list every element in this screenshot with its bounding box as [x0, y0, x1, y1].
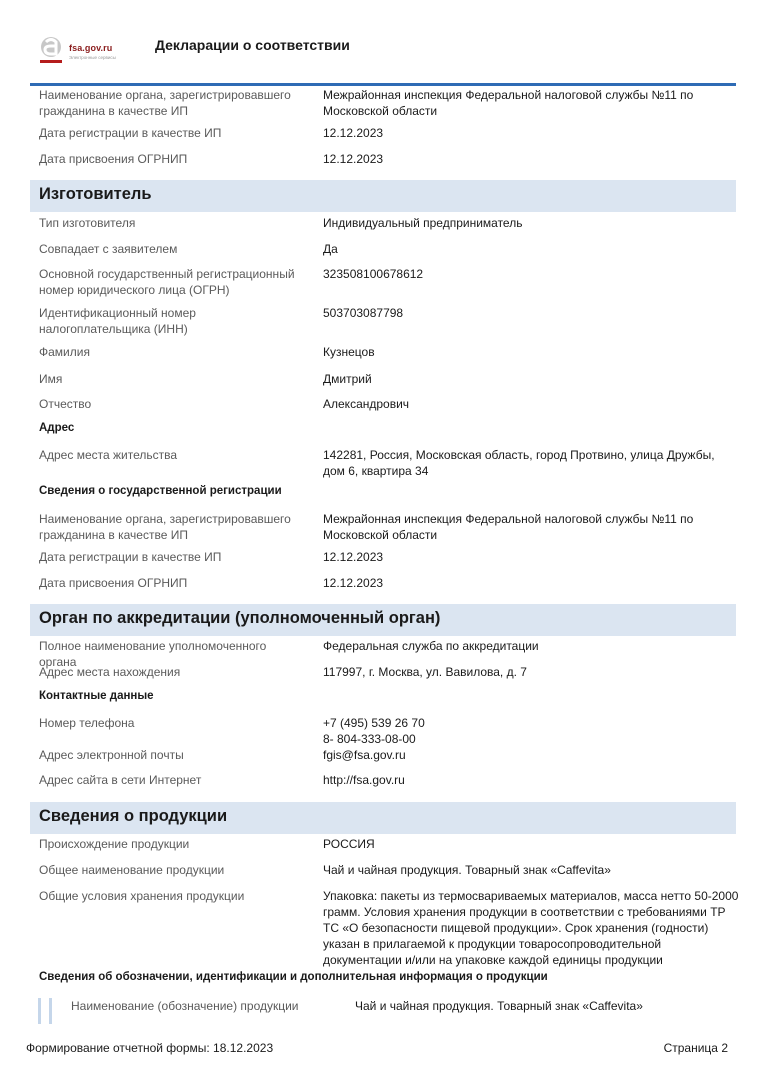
field-label: Совпадает с заявителем	[39, 242, 178, 256]
field-label: Наименование органа, зарегистрировавшего гражданина в качестве ИП	[39, 512, 291, 542]
fsa-logo[interactable]	[36, 34, 136, 70]
field-value: 12.12.2023	[323, 576, 384, 590]
field-label: Наименование (обозначение) продукции	[71, 999, 299, 1013]
fsa-logo-icon	[36, 34, 66, 68]
subsection-heading-address: Адрес	[39, 422, 75, 434]
section-title: Изготовитель	[39, 185, 152, 203]
field-label: Полное наименование уполномоченного органа	[39, 639, 267, 669]
field-value: Межрайонная инспекция Федеральной налоговой службы №11 по Московской области	[323, 88, 694, 118]
field-value: Индивидуальный предприниматель	[323, 216, 523, 230]
page-number: Страница 2	[663, 1041, 728, 1055]
field-label: Дата присвоения ОГРНИП	[39, 576, 188, 590]
section-header-accreditation	[30, 604, 736, 636]
field-label: Адрес места жительства	[39, 448, 178, 462]
field-label: Фамилия	[39, 345, 90, 359]
field-label: Дата присвоения ОГРНИП	[39, 152, 188, 166]
subsection-heading-registration: Сведения о государственной регистрации	[39, 485, 282, 497]
website-link[interactable]: http://fsa.gov.ru	[323, 773, 405, 787]
field-value: 12.12.2023	[323, 152, 384, 166]
logo-subtitle: Электронные сервисы	[69, 55, 116, 60]
section-title: Сведения о продукции	[39, 807, 228, 825]
report-generation-date: Формирование отчетной формы: 18.12.2023	[26, 1041, 274, 1055]
field-value: Чай и чайная продукция. Товарный знак «Caffevita»	[323, 863, 611, 877]
field-value: 142281, Россия, Московская область, город Протвино, улица Дружбы, дом 6, квартира 34	[323, 448, 715, 478]
section-title: Орган по аккредитации (уполномоченный орган)	[39, 609, 441, 627]
field-value	[323, 715, 739, 747]
field-label: Идентификационный номер налогоплательщика (ИНН)	[39, 306, 196, 336]
field-value: Александрович	[323, 397, 410, 411]
section-header-manufacturer	[30, 180, 736, 212]
field-value: Федеральная служба по аккредитации	[323, 639, 539, 653]
field-label: Наименование органа, зарегистрировавшего гражданина в качестве ИП	[39, 88, 291, 118]
field-label: Адрес электронной почты	[39, 748, 184, 762]
header-divider	[30, 83, 736, 86]
nested-indent-bar	[49, 998, 52, 1024]
field-label: Номер телефона	[39, 716, 135, 730]
field-label: Адрес сайта в сети Интернет	[39, 773, 202, 787]
field-value: 323508100678612	[323, 267, 424, 281]
page-title: Декларации о соответствии	[155, 37, 350, 53]
email-link[interactable]: fgis@fsa.gov.ru	[323, 748, 406, 762]
field-value: Да	[323, 242, 338, 256]
subsection-heading-identification: Сведения об обозначении, идентификации и дополнительная информация о продукции	[39, 971, 548, 983]
field-value: Дмитрий	[323, 372, 372, 386]
field-value: 503703087798	[323, 306, 404, 320]
nested-indent-bar	[38, 998, 41, 1024]
field-value: Упаковка: пакеты из термосвариваемых материалов, масса нетто 50-2000 грамм. Условия хранения продукции в соответствии с требованиями ТР ТС «О безопасности пищевой продукции». Срок хранения (годности) указан в прилагаемой к продукции товаросопроводительной документации и/или на упаковке каждой единицы продукции	[323, 889, 739, 967]
phone-number: +7 (495) 539 26 70	[323, 716, 425, 730]
page-header	[0, 0, 768, 86]
field-label: Адрес места нахождения	[39, 665, 181, 679]
logo-site-name: fsa.gov.ru	[69, 43, 113, 53]
field-label: Общие условия хранения продукции	[39, 889, 245, 903]
section-header-product	[30, 802, 736, 834]
field-value: Межрайонная инспекция Федеральной налоговой службы №11 по Московской области	[323, 512, 694, 542]
field-label: Отчество	[39, 397, 92, 411]
field-value: 12.12.2023	[323, 550, 384, 564]
field-label: Тип изготовителя	[39, 216, 136, 230]
field-label: Происхождение продукции	[39, 837, 190, 851]
field-value: Кузнецов	[323, 345, 375, 359]
field-value: 12.12.2023	[323, 126, 384, 140]
field-label: Основной государственный регистрационный номер юридического лица (ОГРН)	[39, 267, 295, 297]
field-label: Дата регистрации в качестве ИП	[39, 126, 222, 140]
field-label: Дата регистрации в качестве ИП	[39, 550, 222, 564]
field-label: Общее наименование продукции	[39, 863, 225, 877]
field-label: Имя	[39, 372, 63, 386]
subsection-heading-contacts: Контактные данные	[39, 690, 154, 702]
phone-number: 8- 804-333-08-00	[323, 732, 416, 746]
field-value: Чай и чайная продукция. Товарный знак «Caffevita»	[355, 999, 643, 1013]
field-value: РОССИЯ	[323, 837, 375, 851]
field-value: 117997, г. Москва, ул. Вавилова, д. 7	[323, 665, 527, 679]
